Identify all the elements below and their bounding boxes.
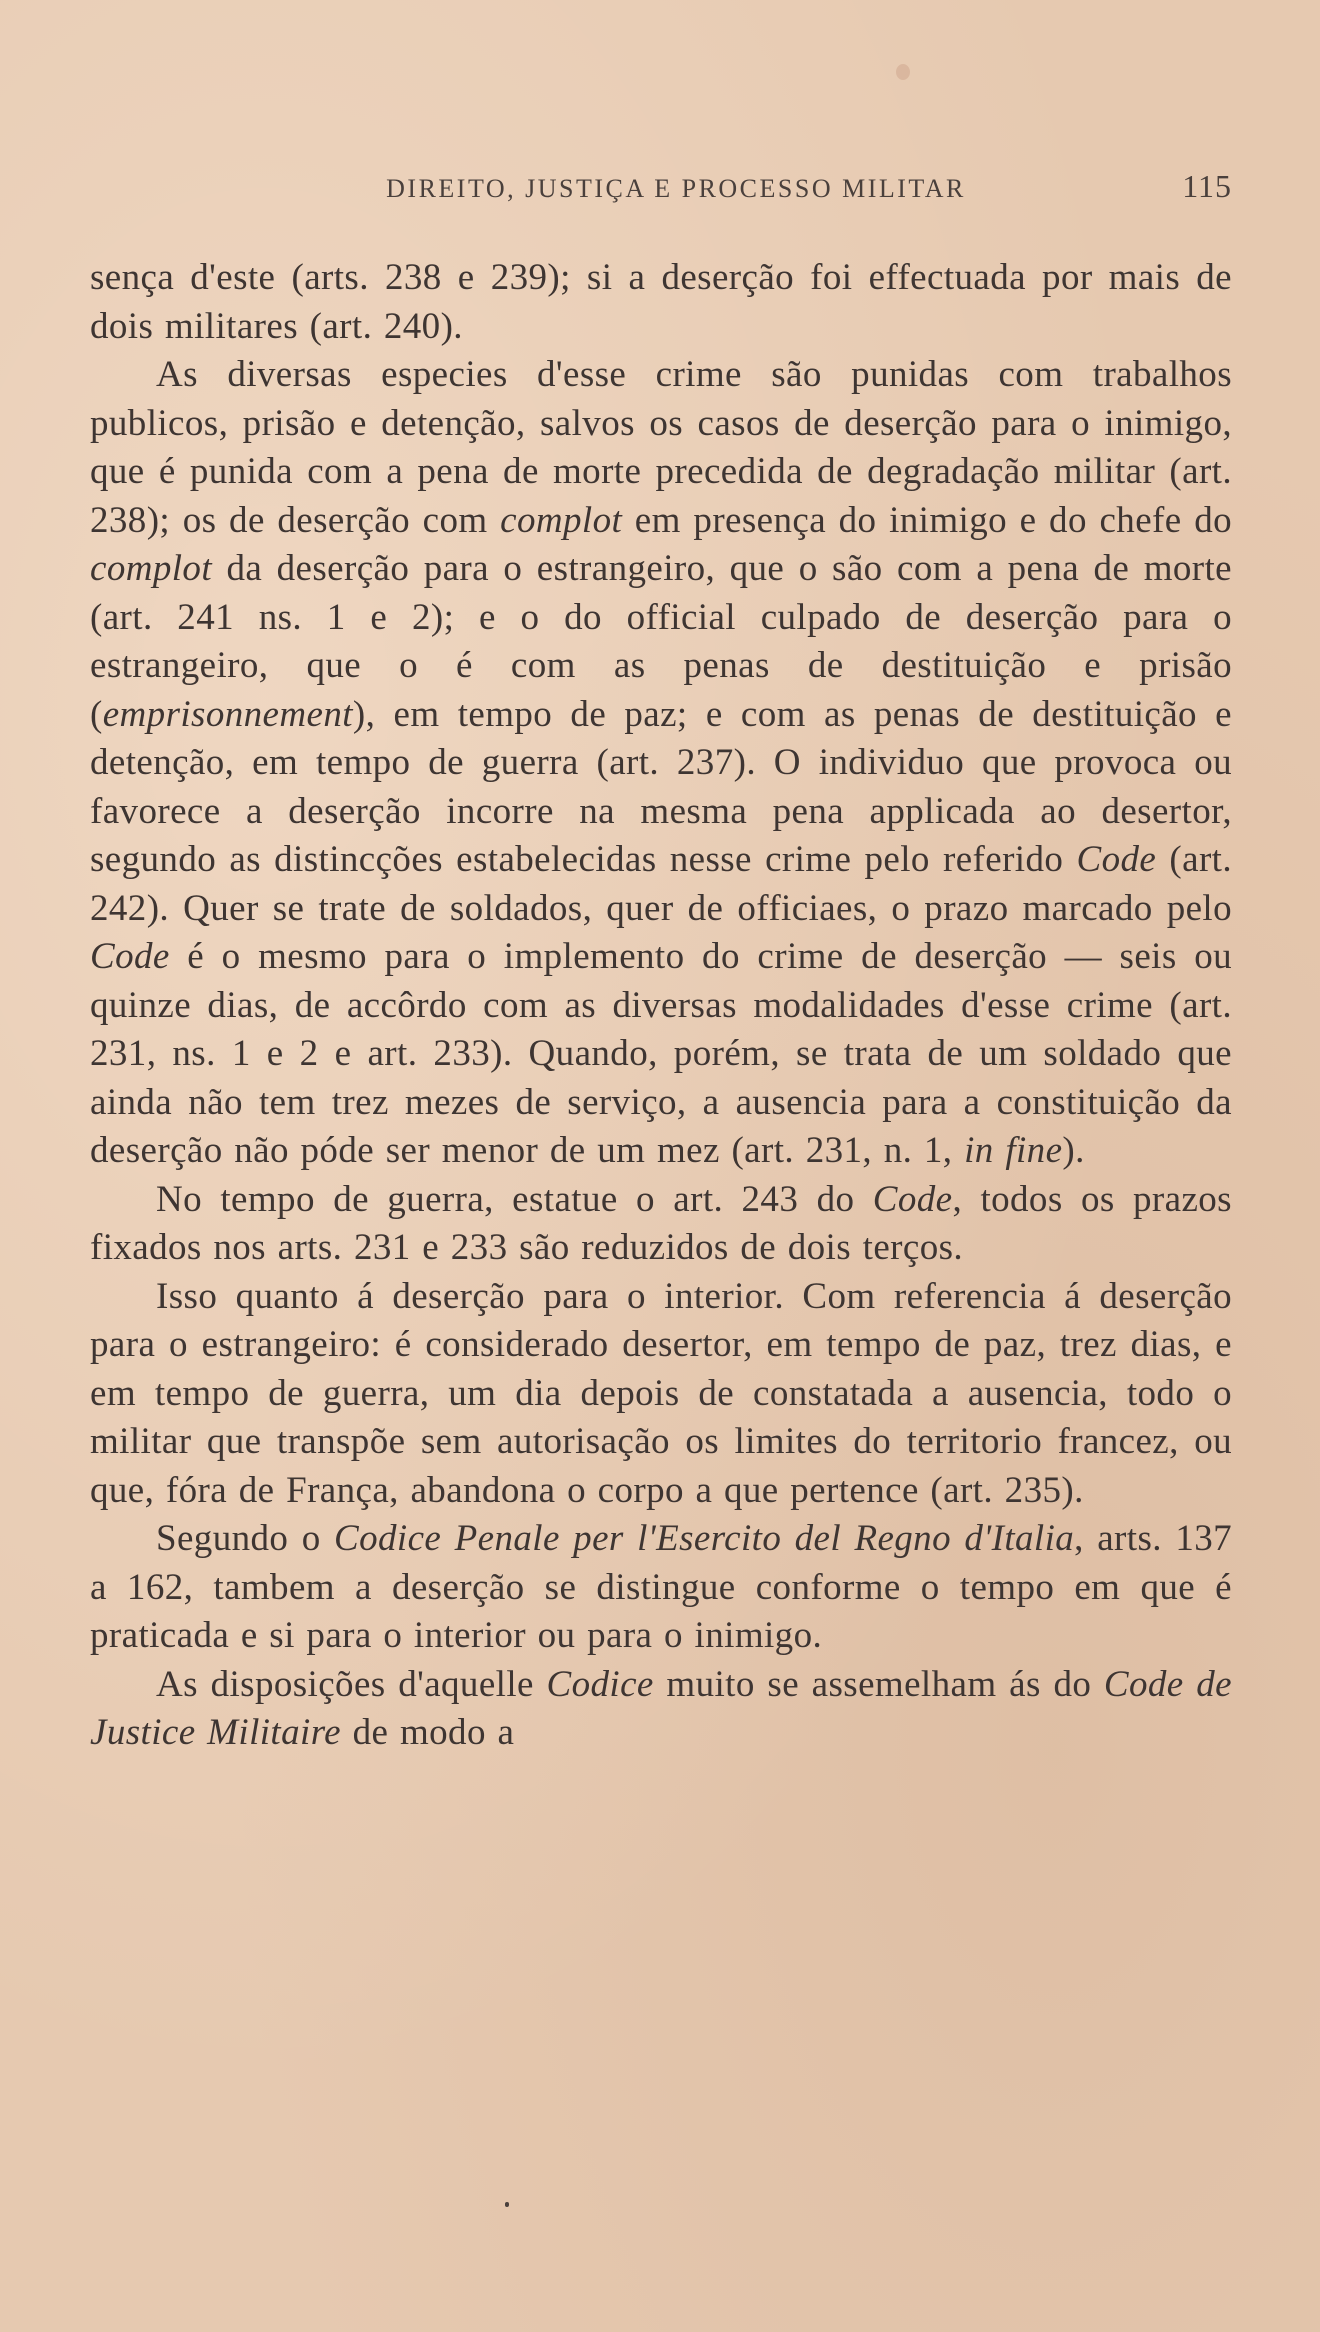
text-run: No tempo de guerra, estatue o art. 243 do [156, 1178, 873, 1220]
paper-stain [896, 64, 910, 80]
text-run: As diversas especies d'esse crime são punidas com trabalhos publicos, prisão e detenção, salvos os casos de deserção para o inimigo, que é punida com a pena de morte precedida de degradação militar (art. 238); os de deserção com [90, 354, 1232, 541]
italic-text: in fine [964, 1130, 1063, 1171]
text-run: Segundo o [156, 1518, 335, 1559]
text-run: é o mesmo para o implemento do crime de deserção — seis ou quinze dias, de accôrdo com as diversas modalidades d'esse crime (art. 231, ns. 1 e 2 e art. 233). Quando, porém, se trata de um soldado que ainda não tem trez mezes de serviço, a ausencia para a constituição da deserção não póde ser menor de um mez (art. 231, n. 1, [90, 936, 1232, 1171]
text-run: ), em tempo de paz; e com as penas de destituição e detenção, em tempo de guerra (art. 237). O individuo que provoca ou favorece a deserção incorre na mesma pena applicada ao desertor, segundo as distincções estabelecidas nesse crime pelo referido [90, 693, 1232, 880]
italic-text: Codice Penale per l'Esercito del Regno d'Italia [334, 1518, 1075, 1559]
text-run: em presença do inimigo e do chefe do [622, 499, 1232, 541]
running-title: DIREITO, JUSTIÇA E PROCESSO MILITAR [386, 174, 966, 203]
paragraph [90, 1661, 1232, 1758]
text-run: de modo a [340, 1712, 515, 1753]
italic-text: Codice [546, 1663, 654, 1705]
italic-text: Code [90, 936, 170, 977]
text-run: As disposições d'aquelle [156, 1663, 547, 1705]
text-run: , arts. 137 a 162, tambem a deserção se distingue conforme o tempo em que é praticada e si para o interior ou para o inimigo. [90, 1518, 1233, 1656]
paragraph [90, 254, 1232, 351]
text-run: sença d'este (arts. 238 e 239); si a deserção foi effectuada por mais de dois militares (art. 240). [90, 257, 1232, 347]
paragraph [90, 1515, 1232, 1661]
italic-text: Code de Justice Militaire [90, 1663, 1233, 1753]
paragraph [90, 1176, 1232, 1273]
paragraph [90, 351, 1232, 1176]
text-run: , todos os prazos fixados nos arts. 231 e 233 são reduzidos de dois terços. [90, 1178, 1232, 1268]
page-number: 115 [1182, 168, 1232, 204]
book-page [90, 168, 1232, 1758]
italic-text: Code [872, 1178, 953, 1220]
text-run: ). [1062, 1130, 1085, 1171]
printer-mark [505, 2202, 509, 2207]
italic-text: Code [1076, 839, 1157, 880]
body-text [90, 254, 1232, 1758]
text-run: muito se assemelham ás do [653, 1663, 1104, 1705]
italic-text: complot [90, 548, 213, 589]
paragraph [90, 1273, 1232, 1516]
italic-text: complot [500, 499, 623, 541]
italic-text: emprisonnement [102, 693, 353, 735]
running-header [90, 168, 1232, 218]
text-run: Isso quanto á deserção para o interior. Com referencia á deserção para o estrangeiro: é considerado desertor, em tempo de paz, trez dias, e em tempo de guerra, um dia depois de constatada a ausencia, todo o militar que transpõe sem autorisação os limites do territorio francez, ou que, fóra de França, abandona o corpo a que pertence (art. 235). [90, 1275, 1232, 1511]
text-run: da deserção para o estrangeiro, que o são com a pena de morte (art. 241 ns. 1 e 2); e o do official culpado de deserção para o estrangeiro, que o é com as penas de destituição e prisão ( [90, 548, 1232, 735]
text-run: (art. 242). Quer se trate de soldados, quer de officiaes, o prazo marcado pelo [90, 839, 1232, 929]
